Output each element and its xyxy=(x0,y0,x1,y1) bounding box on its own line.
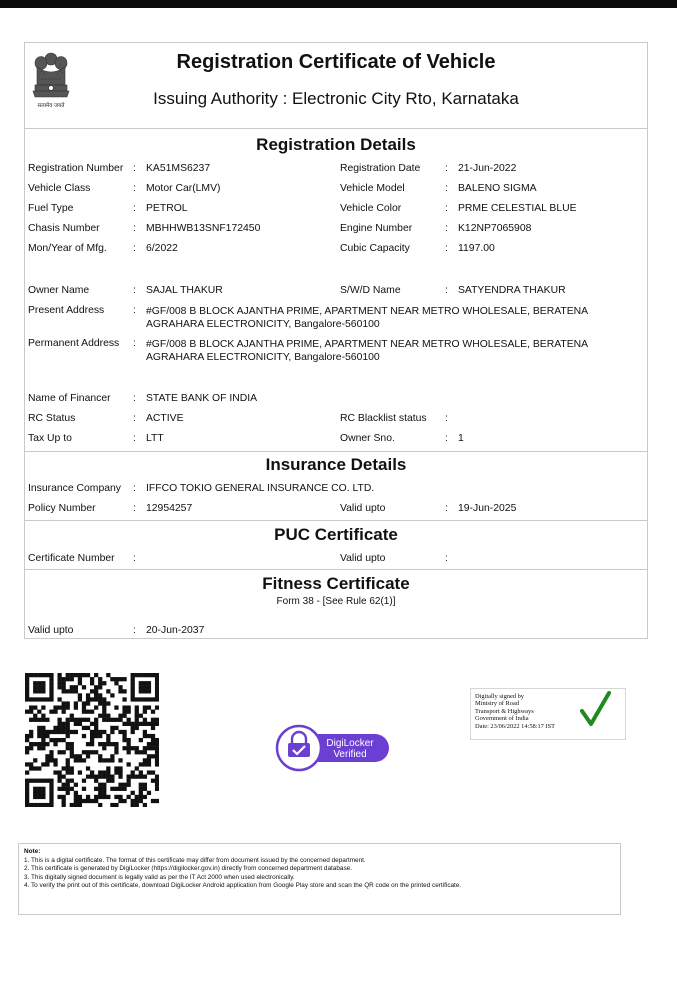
digilocker-label: DigiLocker xyxy=(326,738,374,749)
note-heading: Note: xyxy=(24,848,41,855)
label-policy-number: Policy Number xyxy=(28,503,96,514)
value-fuel-type: PETROL xyxy=(146,203,188,214)
label-mfg: Mon/Year of Mfg. xyxy=(28,243,107,254)
label-financer: Name of Financer xyxy=(28,393,111,404)
emblem-motto: सत्यमेव जयते xyxy=(37,103,65,109)
note-item: 2. This certificate is generated by DigiLocker (https://digilocker.gov.in) directly from concerned department database. xyxy=(24,865,352,873)
value-present-address: #GF/008 B BLOCK AJANTHA PRIME, APARTMENT NEAR METRO WHOLESALE, BERATENA AGRAHARA ELECTRONICITY, Bangalore-560100 xyxy=(146,306,588,330)
value-chasis-number: MBHHWB13SNF172450 xyxy=(146,223,261,234)
green-check-icon xyxy=(579,691,611,727)
value-vehicle-class: Motor Car(LMV) xyxy=(146,183,221,194)
value-owner-sno: 1 xyxy=(458,433,464,444)
label-fuel-type: Fuel Type xyxy=(28,203,74,214)
issuing-authority: Issuing Authority : Electronic City Rto, Karnataka xyxy=(153,89,519,108)
value-registration-number: KA51MS6237 xyxy=(146,163,211,174)
label-registration-date: Registration Date xyxy=(340,163,421,174)
label-vehicle-model: Vehicle Model xyxy=(340,183,405,194)
label-vehicle-color: Vehicle Color xyxy=(340,203,402,214)
label-puc-valid-upto: Valid upto xyxy=(340,553,386,564)
signature-date: Date: 23/06/2022 14:58:17 IST xyxy=(475,722,556,730)
signature-line: Digitally signed by xyxy=(475,693,524,700)
registration-details-heading: Registration Details xyxy=(256,135,416,154)
label-present-address: Present Address xyxy=(28,305,105,316)
label-owner-sno: Owner Sno. xyxy=(340,433,395,444)
value-owner-name: SAJAL THAKUR xyxy=(146,285,223,296)
label-fitness-valid-upto: Valid upto xyxy=(28,625,74,636)
verified-label: Verified xyxy=(333,749,367,760)
digilocker-verified-badge xyxy=(275,724,390,772)
value-engine-number: K12NP7065908 xyxy=(458,223,532,234)
note-box xyxy=(18,843,621,915)
label-registration-number: Registration Number xyxy=(28,163,124,174)
top-status-bar xyxy=(0,0,677,8)
fitness-certificate-heading: Fitness Certificate xyxy=(262,574,410,593)
label-engine-number: Engine Number xyxy=(340,223,413,234)
value-fitness-valid-upto: 20-Jun-2037 xyxy=(146,625,205,636)
label-insurance-valid-upto: Valid upto xyxy=(340,503,386,514)
insurance-details-heading: Insurance Details xyxy=(265,455,407,474)
certificate-title: Registration Certificate of Vehicle xyxy=(176,51,496,73)
label-tax-up-to: Tax Up to xyxy=(28,433,72,444)
value-mfg: 6/2022 xyxy=(146,243,178,254)
value-cubic-capacity: 1197.00 xyxy=(458,243,495,254)
note-item: 1. This is a digital certificate. The format of this certificate may differ from document issued by the concerned department. xyxy=(24,856,366,864)
label-puc-certificate-number: Certificate Number xyxy=(28,553,115,564)
fitness-form-reference: Form 38 - [See Rule 62(1)] xyxy=(276,596,396,607)
value-policy-number: 12954257 xyxy=(146,503,193,514)
note-item: 4. To verify the print out of this certificate, download DigiLocker Android application from Google Play store and scan the QR code on the printed certificate. xyxy=(24,882,462,890)
label-chasis-number: Chasis Number xyxy=(28,223,100,234)
signature-line: Transport & Highways xyxy=(475,707,534,715)
certificate-frame: सत्यमेव जयते Registration Certificate of Vehicle Issuing Authority : Electronic City Rto, Karnataka Registration Details Registration Number : KA51MS6237 Registration Date : 21-Jun-2022 Vehicle Class : Motor Car(LMV) Vehicle Model : BALENO SIGMA Fuel Type : PETROL Vehicle Color : PRME CELESTIAL BLUE Chasis Number : MBHHWB13SNF172450 Engine Number : K12NP7065908 Mon/Year of Mfg. : 6/2022 Cubic Capacity : 1197.00 Owner Name : SAJAL THAKUR S/W/D Name : SATYENDRA THAKUR Present Address : #GF/008 B BLOCK AJANTHA PRIME, APARTMENT NEAR METRO WHOLESALE, BERATENA AGRAHARA ELECTRONICITY, Bangalore-560100 Permanent Address : #GF/008 B BLOCK AJANTHA PRIME, APARTMENT NEAR METRO WHOLESALE, BERATENA AGRAHARA ELECTRONICITY, Bangalore-560100 Name of Financer : STATE BANK OF INDIA RC Status : ACTIVE RC Blacklist status : Tax Up to : LTT Owner Sno. : 1 Insurance Details Insurance Company : IFFCO TOKIO GENERAL INSURANCE CO. LTD. Policy Number : 12954257 Valid upto : 19-Jun-2025 PUC Certificate Certificate Number : Valid upto : Fitness Certificate Form 38 - [See Rule 62(1)] Valid upto : 20-Jun-2037 xyxy=(24,42,648,639)
value-rc-status: ACTIVE xyxy=(146,413,184,424)
value-financer: STATE BANK OF INDIA xyxy=(146,393,258,404)
value-insurance-company: IFFCO TOKIO GENERAL INSURANCE CO. LTD. xyxy=(146,483,375,494)
label-insurance-company: Insurance Company xyxy=(28,483,121,494)
label-vehicle-class: Vehicle Class xyxy=(28,183,91,194)
signature-line: Government of India xyxy=(475,715,529,723)
value-registration-date: 21-Jun-2022 xyxy=(458,163,517,174)
label-cubic-capacity: Cubic Capacity xyxy=(340,243,410,254)
note-item: 3. This digitally signed document is legally valid as per the IT Act 2000 when used electronically. xyxy=(24,873,295,881)
label-rc-status: RC Status xyxy=(28,413,76,424)
label-rc-blacklist: RC Blacklist status xyxy=(340,413,427,424)
digital-signature-box xyxy=(470,688,626,740)
value-vehicle-color: PRME CELESTIAL BLUE xyxy=(458,203,577,214)
value-vehicle-model: BALENO SIGMA xyxy=(458,183,537,194)
qr-code xyxy=(25,673,159,807)
label-owner-name: Owner Name xyxy=(28,285,90,296)
label-permanent-address: Permanent Address xyxy=(28,338,120,349)
signature-line: Ministry of Road xyxy=(475,700,520,708)
label-swd-name: S/W/D Name xyxy=(340,285,401,296)
value-permanent-address: #GF/008 B BLOCK AJANTHA PRIME, APARTMENT NEAR METRO WHOLESALE, BERATENA AGRAHARA ELECTRONICITY, Bangalore-560100 xyxy=(146,339,588,363)
value-insurance-valid-upto: 19-Jun-2025 xyxy=(458,503,517,514)
value-swd-name: SATYENDRA THAKUR xyxy=(458,285,566,296)
value-tax-up-to: LTT xyxy=(146,433,164,444)
puc-certificate-heading: PUC Certificate xyxy=(274,525,398,544)
